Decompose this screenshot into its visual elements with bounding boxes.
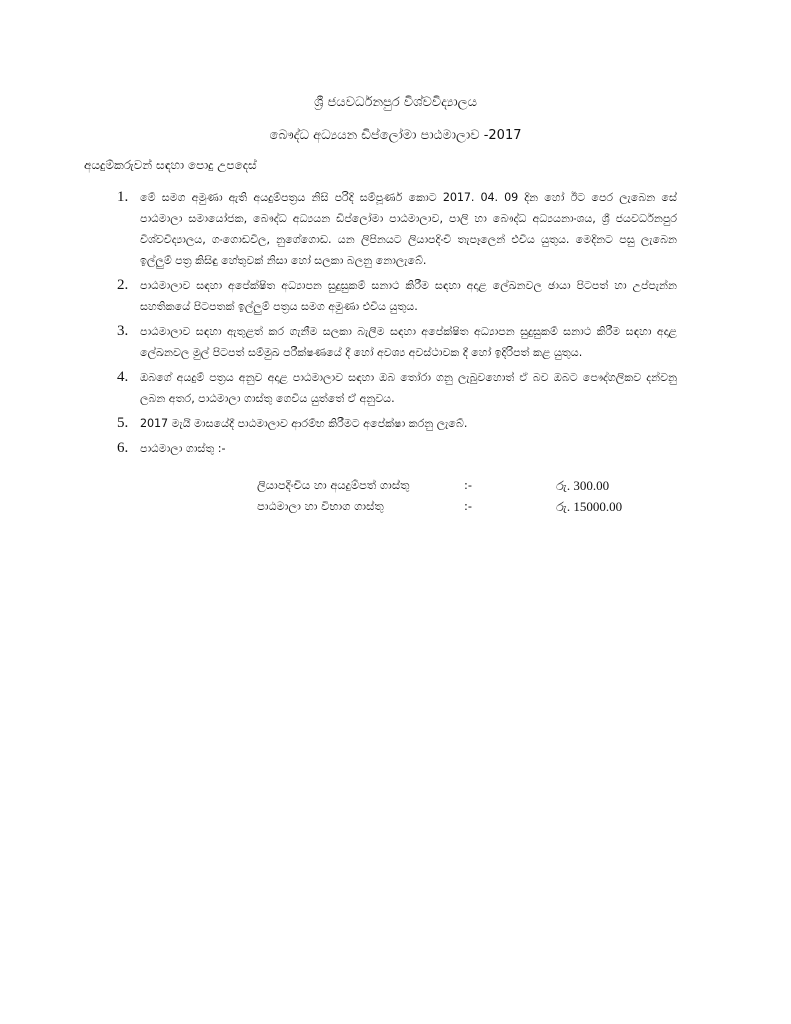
notice-heading: අයදුම්කරුවන් සඳහා පොදු උපදෙස් [84, 158, 257, 172]
item-number: 6. [117, 440, 129, 456]
course-title: බෞද්ධ අධ්‍යයන ඩිප්ලෝමා පාඨමාලාව -2017 [269, 128, 522, 143]
fee-label: පාඨමාලා හා විභාග ගාස්තු [257, 499, 384, 513]
fee-separator: :- [464, 499, 473, 513]
instruction-item [117, 275, 677, 317]
instruction-item [117, 187, 677, 271]
instruction-list [117, 187, 677, 463]
fee-label: ලියාපදිංචිය හා අයදුම්පත් ගාස්තු [257, 478, 410, 492]
instruction-item [117, 367, 677, 409]
item-text: මේ සමග අමුණා ඇති අයදුම්පත්‍රය නිසි පරිදි සම්පූර්ණ කොට 2017. 04. 09 දින හෝ ඊට පෙර ලැබෙන සේ පාඨමාලා සමායෝජක, බෞද්ධ අධ්‍යයන ඩිප්ලෝමා පාඨමාලාව, පාලි හා බෞද්ධ අධ්‍යයනාංශය, ශ්‍රී ජයවර්ධනපුර විශ්වවිද්‍යාලය, ගංගොඩවිල, නුගේගොඩ. යන ලිපිනයට ලියාපදිංචි තැපෑලෙන් එවිය යුතුය. මෙදිනට පසු ලැබෙන ඉල්ලුම් පත්‍ර කිසිඳු හේතුවක් නිසා හෝ සලකා බලනු නොලැබේ. [140, 191, 677, 267]
fee-row-course [257, 496, 677, 517]
university-name: ශ්‍රී ජයවර්ධනපුර විශ්වවිද්‍යාලය [314, 95, 477, 110]
item-number: 3. [117, 323, 129, 339]
fee-separator: :- [464, 478, 473, 492]
instruction-item [117, 438, 677, 459]
item-text: ඔබගේ අයදුම් පත්‍රය අනුව අදාළ පාඨමාලාව සඳහා ඔබ තෝරා ගනු ලැබුවහොත් ඒ බව ඔබට පෞද්ගලිකව දන්වනු ලබන අතර, පාඨමාලා ගාස්තු ගෙවිය යුත්තේ ඒ අනුවය. [140, 371, 677, 405]
item-number: 4. [117, 369, 129, 385]
fee-row-registration [257, 475, 677, 496]
instruction-item [117, 321, 677, 363]
item-text: 2017 මැයි මාසයේදී පාඨමාලාව ආරම්භ කිරීමට අපේක්ෂා කරනු ලැබේ. [140, 417, 468, 430]
instruction-item [117, 413, 677, 434]
item-number: 5. [117, 415, 129, 431]
fee-table [257, 475, 677, 517]
item-text: පාඨමාලාව සඳහා ඇතුළත් කර ගැනීම සලකා බැලීම සඳහා අපේක්ෂිත අධ්‍යාපන සුදුසුකම් සනාථ කිරීම සඳහා අදාළ ලේඛනවල මුල් පිටපත් සම්මුඛ පරීක්ෂණයේ දී හෝ අවශ්‍ය අවස්ථාවක දී හෝ ඉදිරිපත් කළ යුතුය. [140, 325, 677, 359]
item-text: පාඨමාලාව සඳහා අපේක්ෂිත අධ්‍යාපන සුදුසුකම් සනාථ කිරීම සඳහා අදාළ ලේඛනවල ඡායා පිටපත් හා උප්පැන්න සහතිකයේ පිටපතක් ඉල්ලුම් පත්‍රය සමග අමුණා එවිය යුතුය. [140, 279, 677, 313]
fee-amount: රු. 15000.00 [556, 499, 623, 514]
fee-amount: රු. 300.00 [556, 478, 610, 493]
item-number: 1. [117, 189, 129, 205]
item-text: පාඨමාලා ගාස්තු :- [140, 442, 226, 455]
item-number: 2. [117, 277, 129, 293]
